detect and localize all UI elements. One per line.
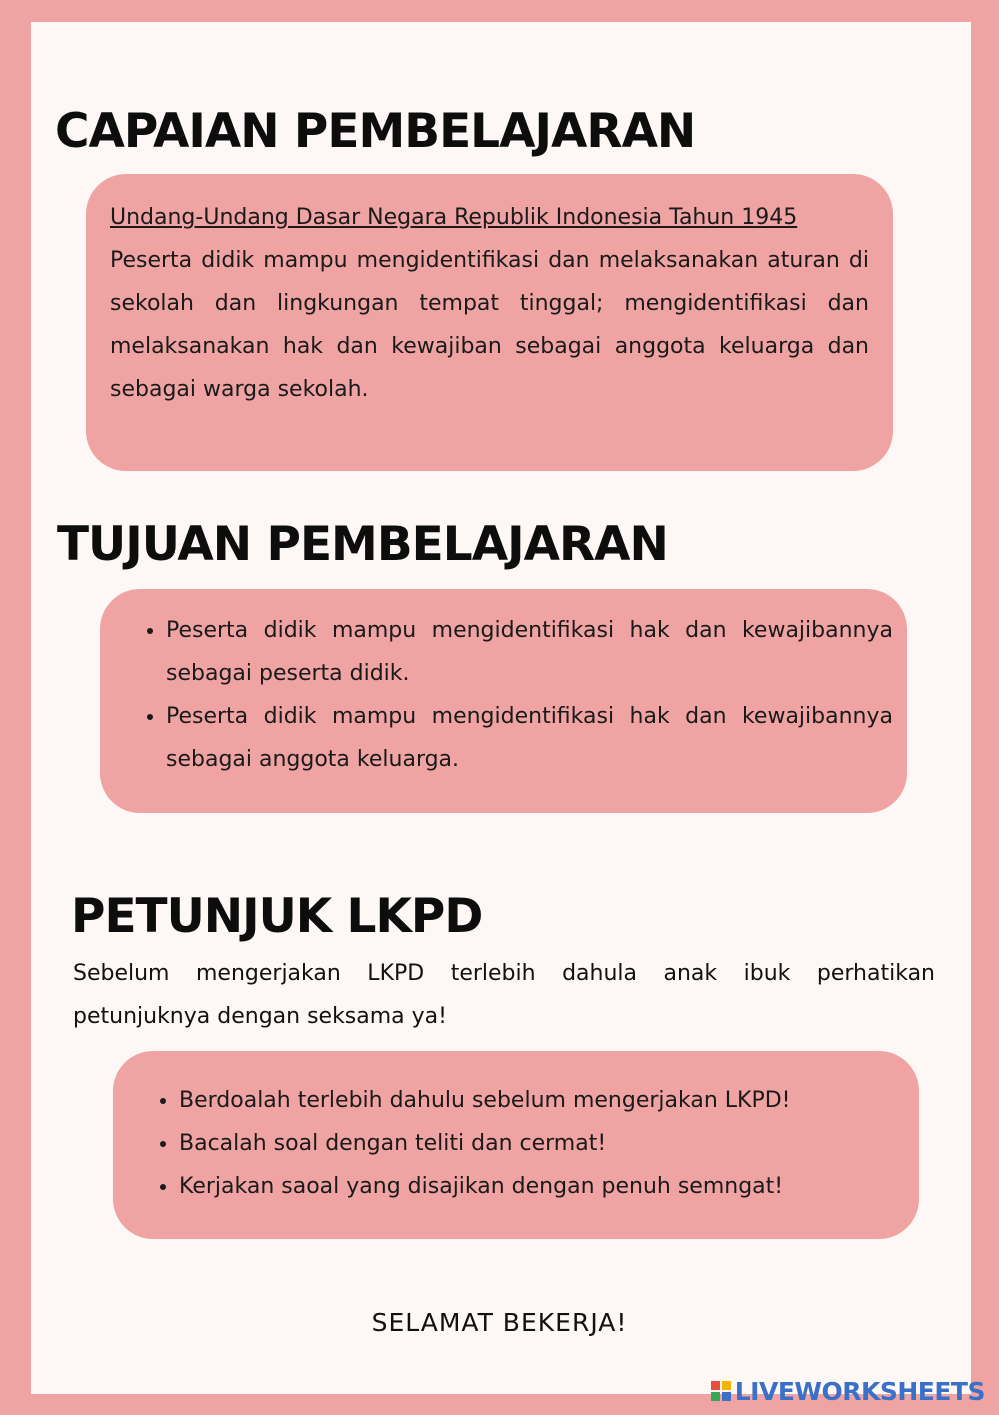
- list-item: • Peserta didik mampu mengidentifikasi hak dan kewajibannya sebagai anggota keluarga.: [166, 695, 893, 781]
- petunjuk-list: [139, 1079, 905, 1208]
- list-item: • Peserta didik mampu mengidentifikasi hak dan kewajibannya sebagai peserta didik.: [166, 609, 893, 695]
- law-title: Undang-Undang Dasar Negara Republik Indonesia Tahun 1945: [110, 205, 798, 230]
- capaian-body: Peserta didik mampu mengidentifikasi dan melaksanakan aturan di sekolah dan lingkungan tempat tinggal; mengidentifikasi dan melaksanakan hak dan kewajiban sebagai anggota keluarga dan sebagai warga sekolah.: [110, 248, 869, 402]
- list-item: • Berdoalah terlebih dahulu sebelum mengerjakan LKPD!: [179, 1079, 905, 1122]
- capaian-box: [86, 174, 893, 471]
- capaian-text: [110, 196, 869, 411]
- petunjuk-box: [113, 1051, 919, 1239]
- petunjuk-intro: Sebelum mengerjakan LKPD terlebih dahula anak ibuk perhatikan petunjuknya dengan seksama ya!: [73, 961, 935, 1029]
- list-item: • Bacalah soal dengan teliti dan cermat!: [179, 1122, 905, 1165]
- closing-text: SELAMAT BEKERJA!: [371, 1308, 628, 1337]
- brand-name: LIVEWORKSHEETS: [734, 1376, 985, 1406]
- capaian-heading: CAPAIAN PEMBELAJARAN: [55, 104, 696, 159]
- tujuan-list: [126, 609, 893, 781]
- liveworksheets-logo-icon: [711, 1381, 731, 1401]
- tujuan-heading: TUJUAN PEMBELAJARAN: [57, 517, 668, 572]
- petunjuk-heading: PETUNJUK LKPD: [71, 889, 483, 944]
- tujuan-box: [100, 589, 907, 813]
- liveworksheets-brand[interactable]: [711, 1374, 985, 1408]
- list-item: • Kerjakan saoal yang disajikan dengan penuh semngat!: [179, 1165, 905, 1208]
